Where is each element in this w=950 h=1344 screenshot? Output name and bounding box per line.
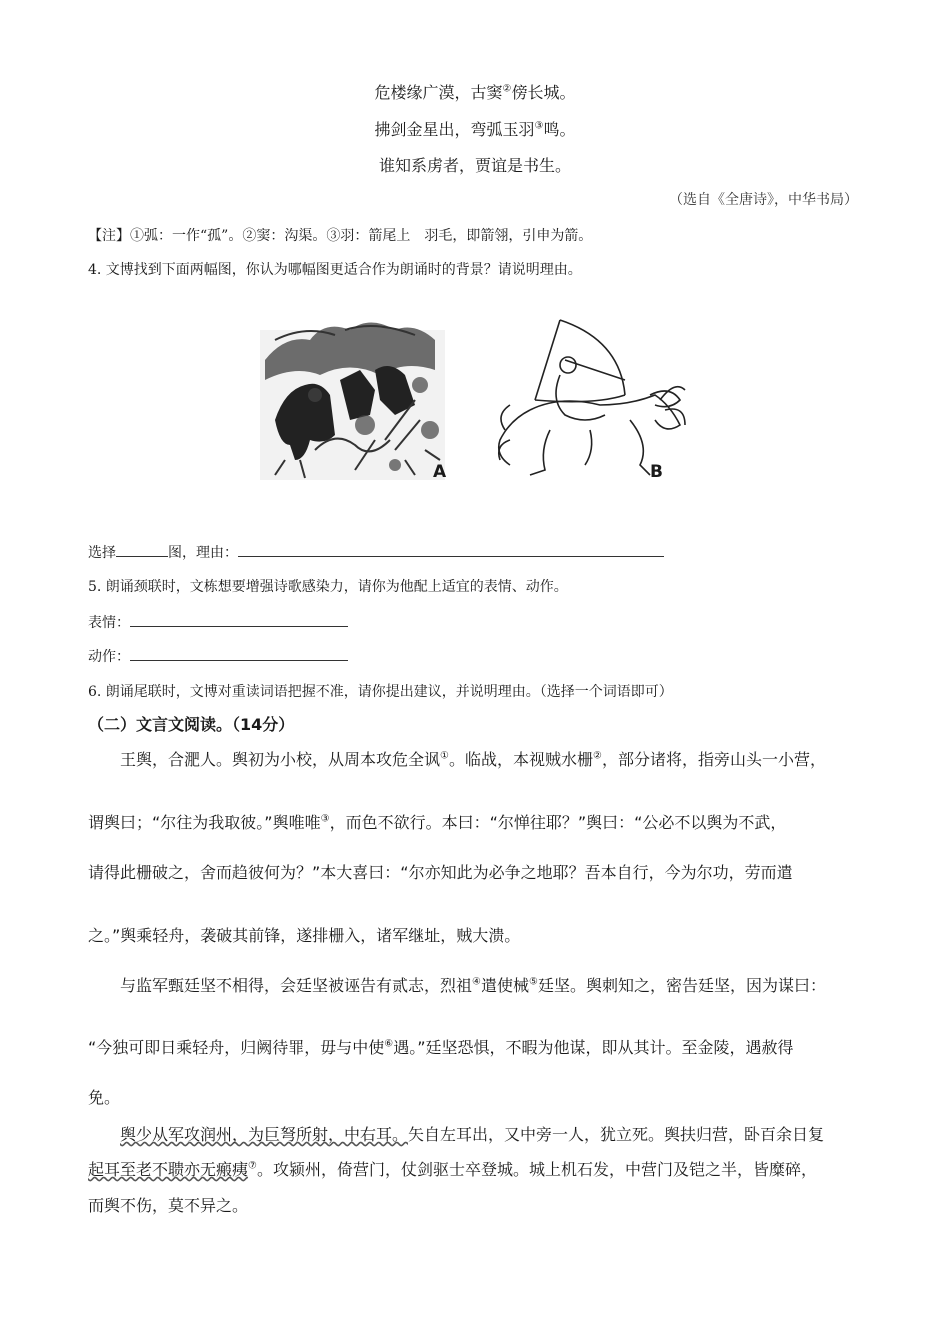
passage-p3-line2: 起耳至老不聩亦无瘢痍⑦。攻颍州，倚营门，仗剑驱士卒登城。城上机石发，中营门及铠之半，皆糜碎， <box>88 1160 817 1179</box>
reason-blank[interactable] <box>238 542 664 557</box>
q5-expression-line: 表情： <box>88 612 348 632</box>
passage-p1-line2: 谓舆曰；“尔往为我取彼。”舆唯唯③，而色不欲行。本曰：“尔惮往耶？”舆曰：“公必不以舆为不武， <box>88 813 787 832</box>
poem-line-2: 拂剑金星出，弯弧玉羽③鸣。 <box>374 120 576 139</box>
underlined-sentence: 舆少从军攻润州，为巨弩所射，中右耳。 <box>120 1125 409 1144</box>
q4-answer-line: 选择 图，理由： <box>88 542 664 562</box>
passage-p3-line1: 舆少从军攻润州，为巨弩所射，中右耳。矢自左耳出，又中旁一人，犹立死。舆扶归营，卧百余日复 <box>120 1125 825 1144</box>
passage-p1-line3: 请得此栅破之，舍而趋彼何为？”本大喜曰：“尔亦知此为必争之地耶？吾本自行，今为尔功，劳而遣 <box>88 863 793 882</box>
action-blank[interactable] <box>130 646 348 661</box>
poem-line-1: 危楼缘广漠，古窦②傍长城。 <box>374 83 576 102</box>
expression-blank[interactable] <box>130 612 348 627</box>
passage-p2-line1: 与监军甄廷坚不相得，会廷坚被诬告有贰志，烈祖④遣使械⑤廷坚。舆刺知之，密告廷坚，因为谋曰： <box>120 976 826 995</box>
battle-scene-picture-a <box>255 300 465 485</box>
archer-on-horse-image <box>490 300 690 485</box>
poem-source: （选自《全唐诗》，中华书局） <box>669 192 858 208</box>
poem-line-3: 谁知系虏者，贾谊是书生。 <box>378 156 571 175</box>
passage-p1-line1: 王舆，合淝人。舆初为小校，从周本攻危全讽①。临战，本视贼水栅②，部分诸将，指旁山头一小营， <box>120 750 826 769</box>
picture-a-label: A <box>433 462 447 482</box>
archer-picture-b <box>490 300 690 485</box>
question-4: 4. 文博找到下面两幅图，你认为哪幅图更适合作为朗诵时的背景？请说明理由。 <box>88 262 582 278</box>
battle-scene-image <box>255 300 465 485</box>
section-2-title: （二）文言文阅读。（14分） <box>88 715 295 734</box>
question-6: 6. 朗诵尾联时，文博对重读词语把握不准，请你提出建议，并说明理由。（选择一个词语即可） <box>88 684 673 700</box>
poem-note: 【注】①弧：一作“孤”。②窦：沟渠。③羽：箭尾上 羽毛，即箭翎，引申为箭。 <box>88 228 593 244</box>
q5-action-line: 动作： <box>88 646 348 666</box>
question-5: 5. 朗诵颈联时，文栋想要增强诗歌感染力，请你为他配上适宜的表情、动作。 <box>88 579 568 595</box>
underlined-sentence-cont: 起耳至老不聩亦无瘢痍 <box>88 1160 249 1179</box>
choice-blank[interactable] <box>116 542 168 557</box>
passage-p2-line2: “今独可即日乘轻舟，归阙待罪，毋与中使⑥遇。”廷坚恐惧，不暇为他谋，即从其计。至金陵，遇赦得 <box>88 1038 794 1057</box>
passage-p1-line4: 之。”舆乘轻舟，袭破其前锋，遂排栅入，诸军继址，贼大溃。 <box>88 926 521 945</box>
passage-p3-line3: 而舆不伤，莫不异之。 <box>88 1196 249 1215</box>
picture-b-label: B <box>650 462 663 482</box>
passage-p2-line3: 免。 <box>88 1088 121 1107</box>
